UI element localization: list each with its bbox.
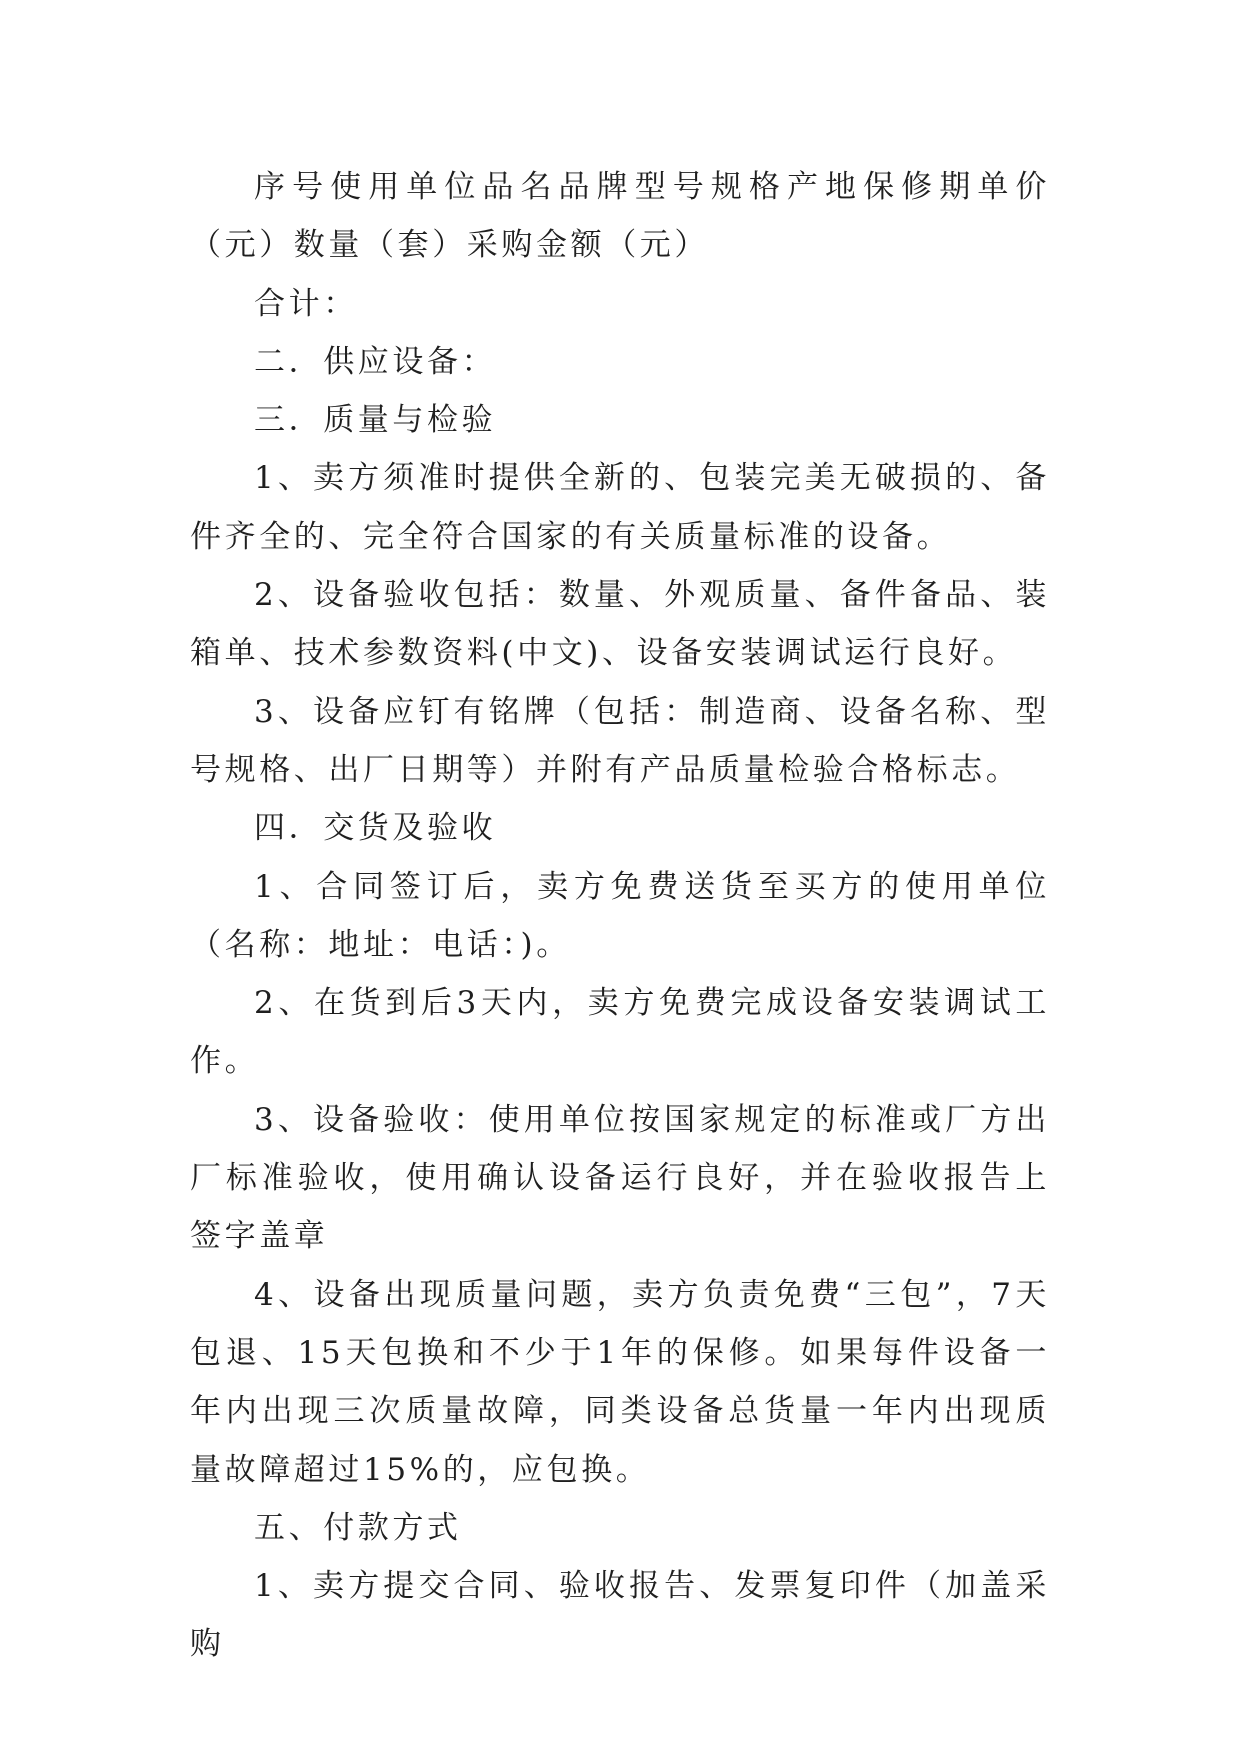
document-body [190, 158, 1050, 1674]
section-heading-supply: 二．供应设备： [254, 343, 497, 380]
total-line: 合计： [254, 285, 358, 322]
section-heading-delivery: 四．交货及验收 [254, 810, 497, 847]
quality-clause-1: 1、卖方须准时提供全新的、包装完美无破损的、备件齐全的、完全符合国家的有关质量标准的设备。 [190, 460, 1050, 555]
table-header-paragraph: 序号使用单位品名品牌型号规格产地保修期单价（元）数量（套）采购金额（元） [190, 169, 1050, 264]
delivery-clause-3: 3、设备验收：使用单位按国家规定的标准或厂方出厂标准验收，使用确认设备运行良好，并在验收报告上签字盖章 [190, 1101, 1050, 1255]
section-heading-quality: 三．质量与检验 [254, 402, 497, 439]
payment-clause-1: 1、卖方提交合同、验收报告、发票复印件（加盖采购 [190, 1568, 1050, 1663]
delivery-clause-1: 1、合同签订后，卖方免费送货至买方的使用单位（名称：地址：电话：)。 [190, 868, 1050, 963]
quality-clause-3: 3、设备应钉有铭牌（包括：制造商、设备名称、型号规格、出厂日期等）并附有产品质量检验合格标志。 [190, 693, 1050, 788]
section-heading-payment: 五、付款方式 [254, 1509, 462, 1546]
quality-clause-2: 2、设备验收包括：数量、外观质量、备件备品、装箱单、技术参数资料(中文)、设备安装调试运行良好。 [190, 577, 1050, 672]
delivery-clause-2: 2、在货到后3天内，卖方免费完成设备安装调试工作。 [190, 985, 1050, 1080]
delivery-clause-4: 4、设备出现质量问题，卖方负责免费“三包”，7天包退、15天包换和不少于1年的保修。如果每件设备一年内出现三次质量故障，同类设备总货量一年内出现质量故障超过15%的，应包换。 [190, 1276, 1050, 1488]
